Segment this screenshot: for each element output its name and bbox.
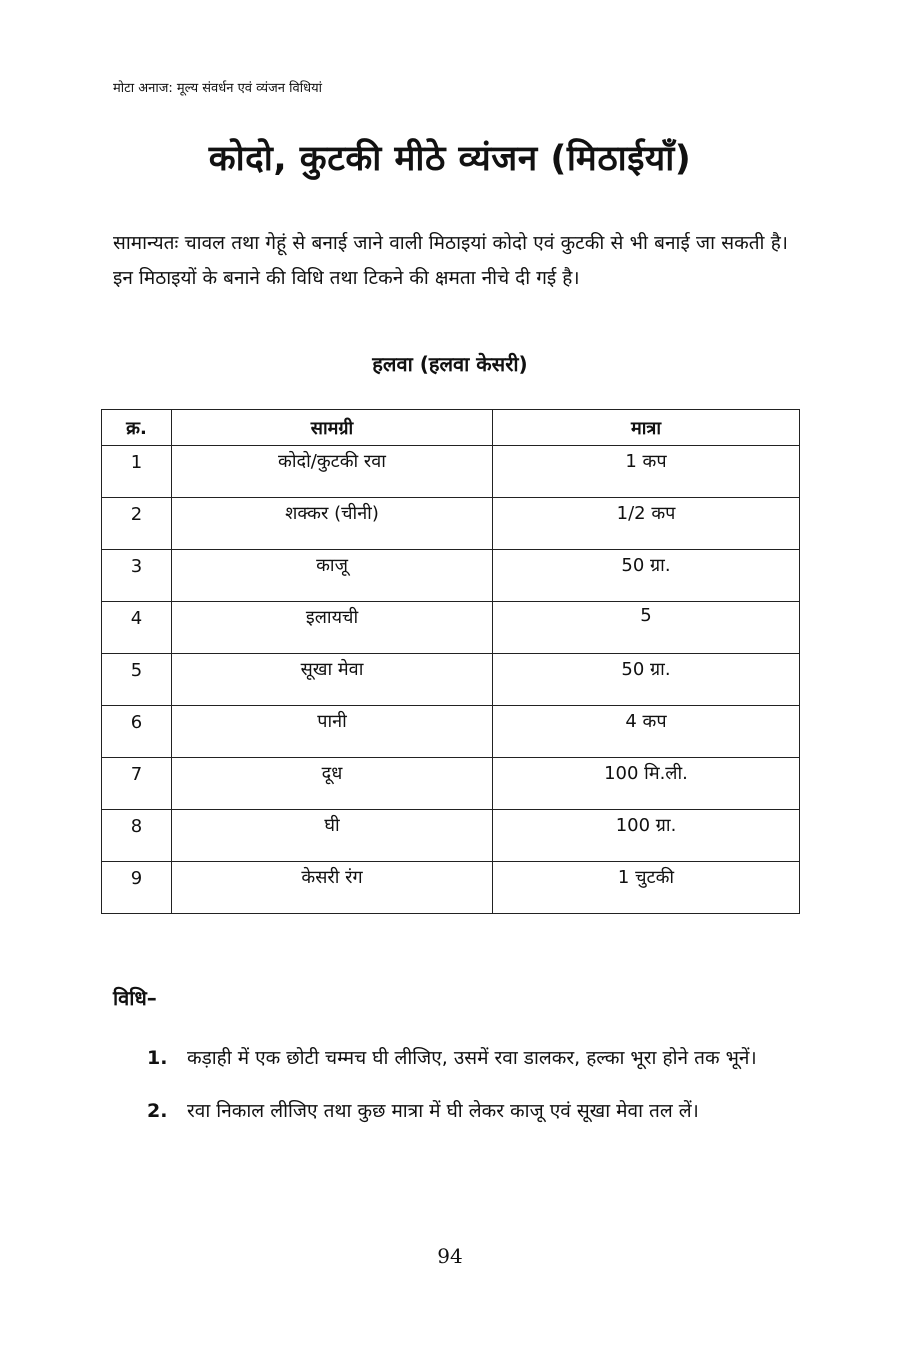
table-row <box>102 602 800 654</box>
row-quantity: 1/2 कप <box>493 498 800 550</box>
row-ingredient: केसरी रंग <box>172 862 493 914</box>
method-steps <box>147 1040 788 1146</box>
table-row <box>102 446 800 498</box>
page-title: कोदो, कुटकी मीठे व्यंजन (मिठाईयाँ) <box>208 139 692 179</box>
row-serial: 9 <box>102 862 172 914</box>
table-row <box>102 550 800 602</box>
header-quantity: मात्रा <box>493 410 800 446</box>
row-ingredient: कोदो/कुटकी रवा <box>172 446 493 498</box>
row-quantity: 1 कप <box>493 446 800 498</box>
table-row <box>102 706 800 758</box>
step-number: 1. <box>147 1047 168 1069</box>
row-serial: 1 <box>102 446 172 498</box>
row-ingredient: पानी <box>172 706 493 758</box>
table-row <box>102 758 800 810</box>
header-ingredient: सामग्री <box>172 410 493 446</box>
table-row <box>102 862 800 914</box>
table-row <box>102 810 800 862</box>
step-text: रवा निकाल लीजिए तथा कुछ मात्रा में घी लेकर काजू एवं सूखा मेवा तल लें। <box>187 1100 699 1122</box>
ingredients-table <box>101 409 800 914</box>
method-step <box>147 1093 788 1129</box>
step-text: कड़ाही में एक छोटी चम्मच घी लीजिए, उसमें रवा डालकर, हल्का भूरा होने तक भूनें। <box>187 1047 757 1069</box>
page-number: 94 <box>437 1244 463 1268</box>
step-number: 2. <box>147 1100 168 1122</box>
row-quantity: 50 ग्रा. <box>493 550 800 602</box>
header-serial: क्र. <box>102 410 172 446</box>
running-header: मोटा अनाज: मूल्य संवर्धन एवं व्यंजन विधियां <box>113 81 323 96</box>
row-ingredient: शक्कर (चीनी) <box>172 498 493 550</box>
row-serial: 7 <box>102 758 172 810</box>
method-heading: विधि– <box>113 986 157 1010</box>
row-quantity: 4 कप <box>493 706 800 758</box>
row-ingredient: सूखा मेवा <box>172 654 493 706</box>
row-ingredient: दूध <box>172 758 493 810</box>
row-ingredient: इलायची <box>172 602 493 654</box>
row-quantity: 100 मि.ली. <box>493 758 800 810</box>
table-row <box>102 654 800 706</box>
recipe-title: हलवा (हलवा केसरी) <box>372 352 528 376</box>
row-ingredient: घी <box>172 810 493 862</box>
row-quantity: 50 ग्रा. <box>493 654 800 706</box>
method-step <box>147 1040 788 1076</box>
row-serial: 6 <box>102 706 172 758</box>
row-serial: 8 <box>102 810 172 862</box>
row-serial: 4 <box>102 602 172 654</box>
row-quantity: 5 <box>493 602 800 654</box>
row-quantity: 1 चुटकी <box>493 862 800 914</box>
row-quantity: 100 ग्रा. <box>493 810 800 862</box>
row-serial: 3 <box>102 550 172 602</box>
row-serial: 2 <box>102 498 172 550</box>
row-serial: 5 <box>102 654 172 706</box>
table-row <box>102 498 800 550</box>
table-header-row <box>102 410 800 446</box>
row-ingredient: काजू <box>172 550 493 602</box>
intro-paragraph: सामान्यतः चावल तथा गेहूं से बनाई जाने वाली मिठाइयां कोदो एवं कुटकी से भी बनाई जा सकती है। इन मिठाइयों के बनाने की विधि तथा टिकने की क्षमता नीचे दी गई है। <box>113 232 788 289</box>
